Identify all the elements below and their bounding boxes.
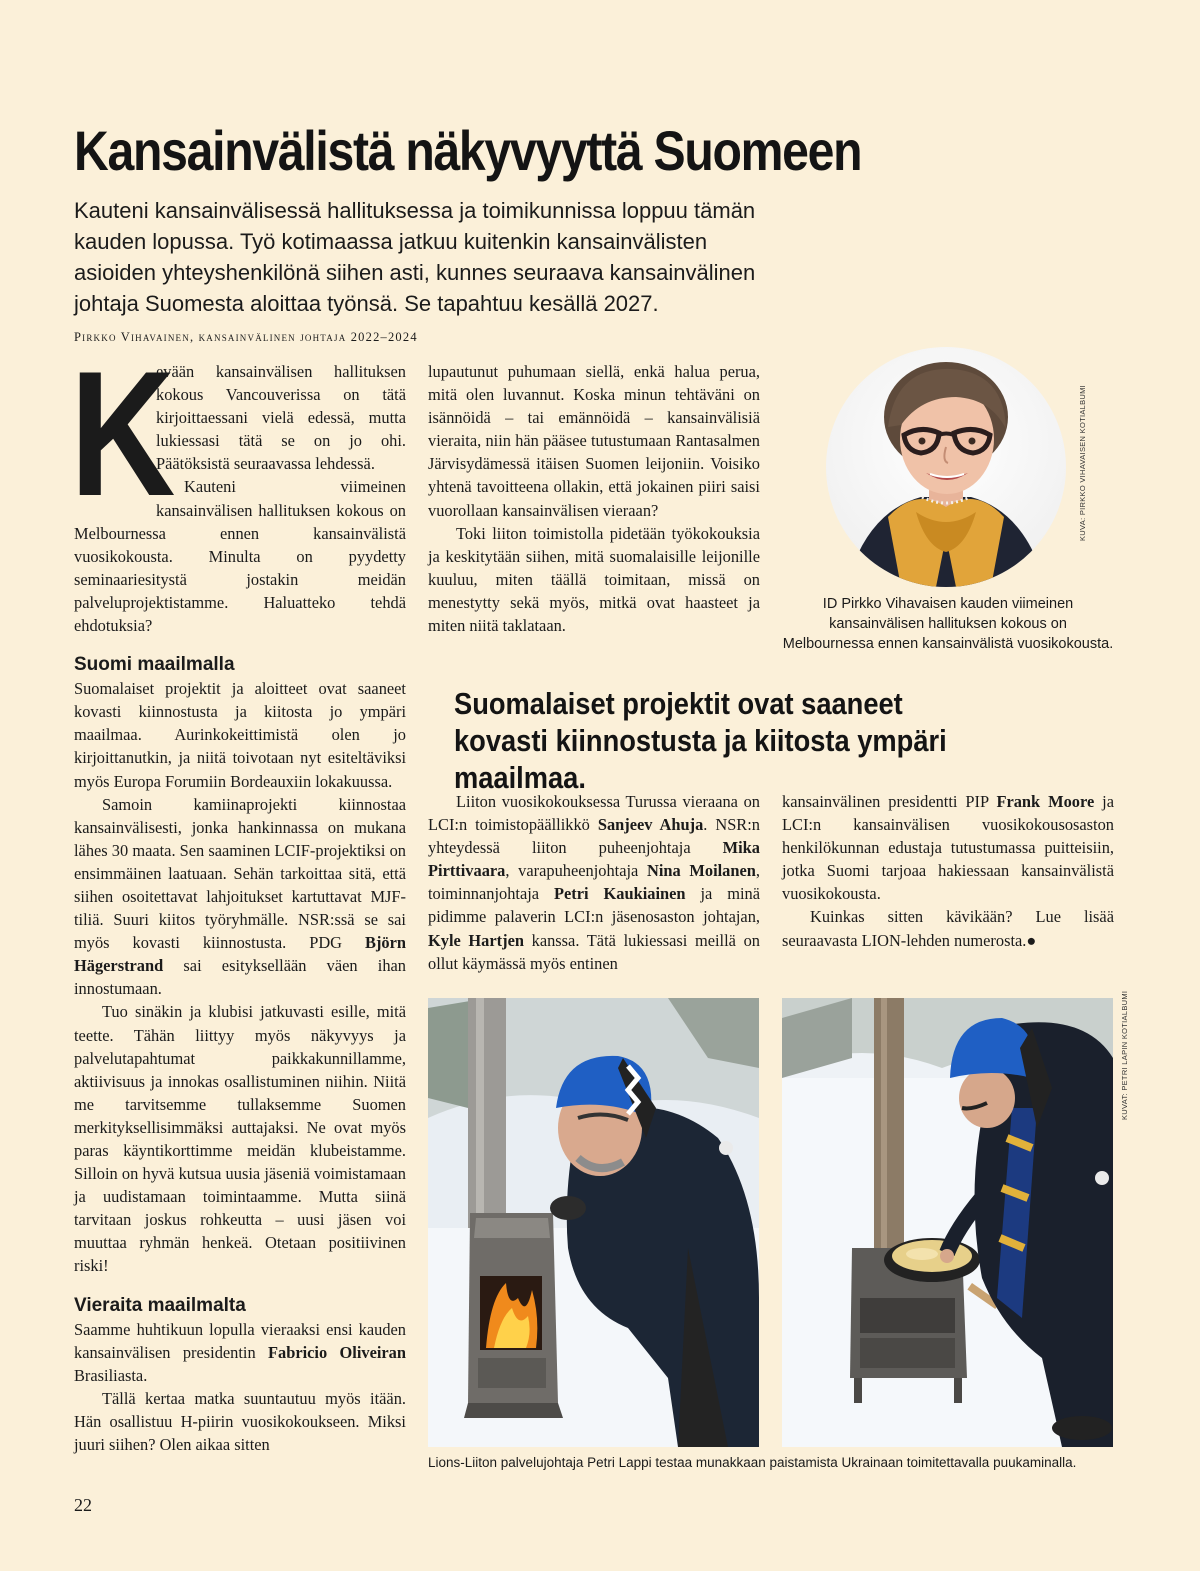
drop-cap: K xyxy=(70,334,176,533)
paragraph: Tuo sinäkin ja klubisi jatkuvasti esille, mitä teette. Tähän liittyy myös näkyvyys ja palvelutapahtumat paikkakunnillamme, aktiivisuus ja innokas osallistuminen niihin. Niitä me tarvitsemme tullaksemme Suomen merkityksellisimmäksi auttajaksi. Ne ovat myös paras käyntikorttimme meidän klubeistamme. Silloin on hyvä kutsua uusia jäseniä voimistamaan ja uudistamaan toimintaamme. Mutta siinä tarvitaan joskus rohkeutta – uusi jäsen voi muuttaa ryhmän henkeä. Otetaan positiivinen riski! xyxy=(74,1002,406,1276)
photos-caption: Lions-Liiton palvelujohtaja Petri Lappi testaa munakkaan paistamista Ukrainaan toimitettavalla puukaminalla. xyxy=(428,1455,1077,1470)
end-mark: ● xyxy=(1026,930,1037,950)
person-name: Mika Pirttivaara xyxy=(428,838,760,881)
photo-stove-fire xyxy=(428,998,759,1447)
portrait-caption: ID Pirkko Vihavaisen kauden viimeinen kansainvälisen hallituksen kokous on Melbournessa ennen kansainvälistä vuosikokousta. xyxy=(782,596,1114,652)
paragraph: Kauteni viimeinen kansainvälisen hallituksen kokous on Melbournessa ennen kansainvälistä vuosikokousta. Minulta on pyydetty seminaariesitystä jostakin meidän palveluprojektistamme. Haluatteko tehdä ehdotuksia? xyxy=(74,477,406,636)
paragraph: Saamme huhtikuun lopulla vieraaksi ensi kauden kansainvälisen presidentin Fabricio Oliveiran Brasiliasta. xyxy=(74,1319,406,1385)
paragraph: evään kansainvälisen hallituksen kokous Vancouverissa on tätä kirjoittaessani vielä edessä, mutta lukiessasi tätä se on jo ohi. Päätöksistä seuraavassa lehdessä. xyxy=(156,362,406,474)
byline: Pirkko Vihavainen, kansainvälinen johtaja 2022–2024 xyxy=(74,330,418,344)
paragraph: Tällä kertaa matka suuntautuu myös itään. Hän osallistuu H-piirin vuosikokoukseen. Miksi juuri siihen? Olen aikaa sitten xyxy=(74,1388,406,1455)
person-name: Nina Moilanen xyxy=(647,861,756,881)
person-name: Fabricio Oliveiran xyxy=(268,1342,406,1362)
person-name: Kyle Hartjen xyxy=(428,930,524,950)
photo-omelette-cooking xyxy=(782,998,1113,1447)
page-number: 22 xyxy=(74,1495,92,1515)
paragraph: Samoin kamiinaprojekti kiinnostaa kansainvälisesti, jonka hankinnassa on mukana lähes 30 maata. Sen saaminen LCIF-projektiksi on ensimmäinen laatuaan. Sehän tarkoittaa sitä, että siihen osoitettavat lahjoitukset kartuttavat MJF-tiliä. Suuri kiitos työryhmälle. NSR:ssä se sai myös kovasti kiinnostusta. PDG Björn Hägerstrand sai esityksellään väen ihan innostumaan. xyxy=(74,794,406,999)
pull-quote: Suomalaiset projektit ovat saaneet kovasti kiinnostusta ja kiitosta ympäri maailmaa. xyxy=(454,686,947,795)
person-name: Sanjeev Ahuja xyxy=(597,815,704,835)
paragraph: Toki liiton toimistolla pidetään työkokouksia ja keskitytään siihen, mitä suomalaisille leijonille kuuluu, miten täällä toimitaan, missä on menestytty sekä myös, mitkä ovat haasteet ja miten niitä taklataan. xyxy=(428,523,760,636)
article-column-3 xyxy=(428,790,760,975)
subheading-vieraita-maailmalta: Vieraita maailmalta xyxy=(74,1294,246,1316)
paragraph: kansainvälinen presidentti PIP Frank Moore ja LCI:n kansainvälisen vuosikokousosaston henkilökunnan edustaja tutustumassa puitteisiin, jotka Suomi tarjoaa hakiessaan kansainvälistä vuosikokousta. xyxy=(782,792,1114,904)
paragraph: Suomalaiset projektit ja aloitteet ovat saaneet kovasti kiinnostusta ja kiitosta jo ympäri maailmaa. Aurinkokeittimistä olen jo kirjoittanutkin, ja niitä toivotaan nyt esiteltäviksi myös Europa Forumiin Bordeauxiin lokakuussa. xyxy=(74,679,406,791)
person-name: Frank Moore xyxy=(996,792,1095,811)
lead-paragraph: Kauteni kansainvälisessä hallituksessa ja toimikunnissa loppuu tämän kauden lopussa. Työ kotimaassa jatkuu kuitenkin kansainvälisten asioiden yhteyshenkilönä siihen asti, kunnes seuraava kansainvälinen johtaja Suomesta aloittaa työnsä. Se tapahtuu kesällä 2027. xyxy=(74,198,756,316)
paragraph: Kuinkas sitten kävikään? Lue lisää seuraavasta LION-lehden numerosta.● xyxy=(782,907,1114,950)
portrait-photo xyxy=(826,347,1066,587)
headline: Kansainvälistä näkyvyyttä Suomeen xyxy=(74,119,862,182)
person-name: Petri Kaukiainen xyxy=(554,884,686,904)
subheading-suomi-maailmalla: Suomi maailmalla xyxy=(74,654,235,676)
photo-credit: KUVAT: PETRI LAPIN KOTIALBUMI xyxy=(1120,990,1129,1120)
paragraph: lupautunut puhumaan siellä, enkä halua perua, mitä olen luvannut. Koska minun tehtäväni on isännöidä – tai emännöidä – kansainvälisiä vieraita, niin hän pääsee tutustumaan Rantasalmen Järvisydämessä itäisen Suomen leijoniin. Voisiko yhtenä tavoitteena ollakin, että jokainen piiri saisi vuorollaan kansainvälisen vieraan? xyxy=(428,362,760,520)
article-column-2 xyxy=(428,360,760,637)
paragraph: Liiton vuosikokouksessa Turussa vieraana on LCI:n toimistopäällikkö Sanjeev Ahuja. NSR:n yhteydessä liiton puheenjohtaja Mika Pirttivaara, varapuheenjohtaja Nina Moilanen, toiminnanjohtaja Petri Kaukiainen ja minä pidimme palaverin LCI:n jäsenosaston johtajan, Kyle Hartjen kanssa. Tätä lukiessasi meillä on ollut käymässä myös entinen xyxy=(428,792,760,973)
article-column-4 xyxy=(782,790,1114,952)
person-name: Björn Hägerstrand xyxy=(74,933,406,976)
photo-credit: KUVA: PIRKKO VIHAVAISEN KOTIALBUMI xyxy=(1078,384,1087,541)
